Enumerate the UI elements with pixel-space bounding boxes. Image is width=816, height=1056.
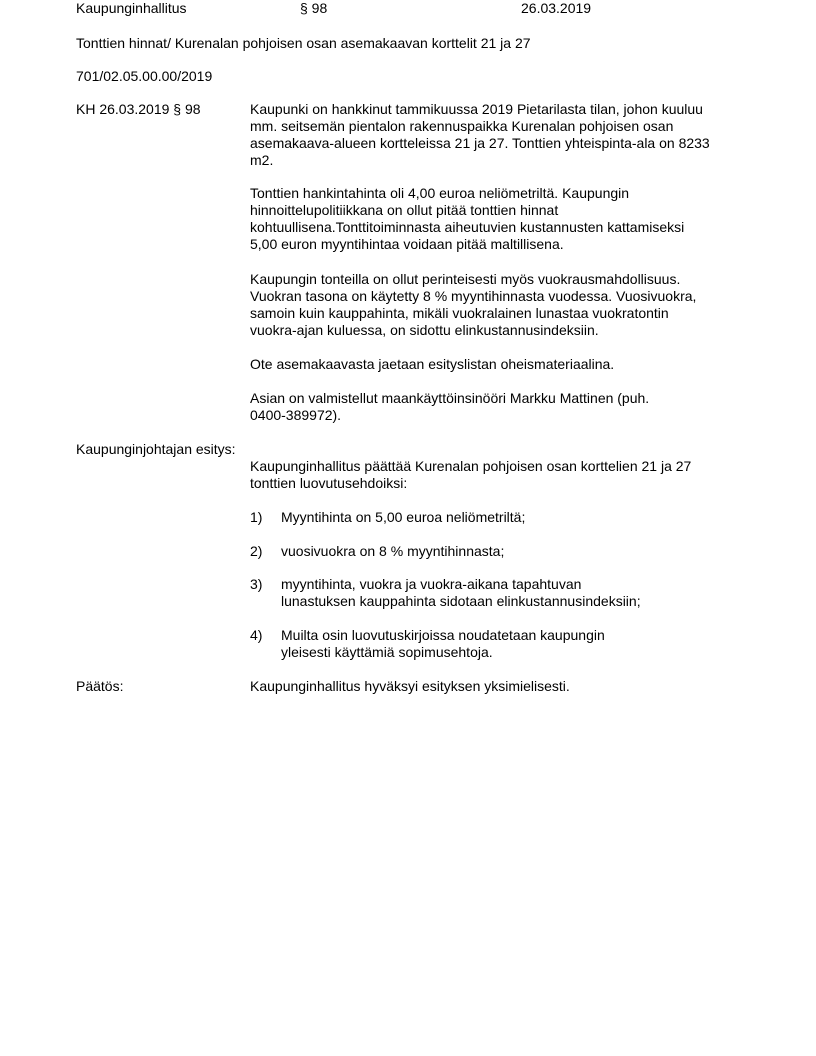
text-line: 5,00 euron myyntihintaa voidaan pitää maltillisena. xyxy=(250,236,564,252)
text-line: Ote asemakaavasta jaetaan esityslistan oheismateriaalina. xyxy=(250,356,615,372)
text-line: vuosivuokra on 8 % myyntihinnasta; xyxy=(281,543,505,559)
text-line: myyntihinta, vuokra ja vuokra-aikana tapahtuvan xyxy=(281,576,582,592)
header-section-number: § 98 xyxy=(300,0,328,16)
text-line: Vuokran tasona on käytetty 8 % myyntihinnasta vuodessa. Vuosivuokra, xyxy=(250,288,697,304)
text-line: m2. xyxy=(250,152,274,168)
text-line: kohtuullisena.Tonttitoiminnasta aiheutuvien kustannusten kattamiseksi xyxy=(250,219,685,235)
text-line: Tonttien hankintahinta oli 4,00 euroa neliömetriltä. Kaupungin xyxy=(250,185,630,201)
text-line: samoin kuin kauppahinta, mikäli vuokralainen lunastaa vuokratontin xyxy=(250,305,669,321)
text-line: vuokra-ajan kuluessa, on sidottu elinkustannusindeksiin. xyxy=(250,322,599,338)
proposal-label: Kaupunginjohtajan esitys: xyxy=(76,441,236,457)
text-line: mm. seitsemän pientalon rakennuspaikka Kurenalan pohjoisen osan xyxy=(250,118,674,134)
text-line: lunastuksen kauppahinta sidotaan elinkustannusindeksiin; xyxy=(281,593,641,609)
list-item-number: 3) xyxy=(250,576,263,592)
text-line: 0400-389972). xyxy=(250,407,342,423)
proposal-intro xyxy=(250,458,740,492)
preparation-paragraph-3 xyxy=(250,271,740,339)
diary-number: 701/02.05.00.00/2019 xyxy=(76,68,213,84)
text-line: Kaupunginhallitus päättää Kurenalan pohjoisen osan korttelien 21 ja 27 xyxy=(250,458,692,474)
preparation-paragraph-1 xyxy=(250,101,740,169)
text-line: Asian on valmistellut maankäyttöinsinööri Markku Mattinen (puh. xyxy=(250,390,650,406)
list-item-text xyxy=(281,509,701,526)
text-line: Muilta osin luovutuskirjoissa noudatetaan kaupungin xyxy=(281,627,605,643)
text-line: asemakaava-alueen kortteleissa 21 ja 27. Tonttien yhteispinta-ala on 8233 xyxy=(250,135,710,151)
text-line: Kaupungin tonteilla on ollut perinteisesti myös vuokrausmahdollisuus. xyxy=(250,271,681,287)
header-body-name: Kaupunginhallitus xyxy=(76,0,187,16)
list-item-number: 1) xyxy=(250,509,263,525)
text-line: yleisesti käyttämiä sopimusehtoja. xyxy=(281,644,493,660)
text-line: hinnoittelupolitiikkana on ollut pitää tonttien hinnat xyxy=(250,202,559,218)
text-line: tonttien luovutusehdoiksi: xyxy=(250,475,408,491)
document-subject: Tonttien hinnat/ Kurenalan pohjoisen osan asemakaavan korttelit 21 ja 27 xyxy=(76,35,531,51)
text-line: Myyntihinta on 5,00 euroa neliömetriltä; xyxy=(281,509,526,525)
list-item-number: 2) xyxy=(250,543,263,559)
preparation-paragraph-4 xyxy=(250,356,740,373)
preparation-paragraph-5 xyxy=(250,390,740,424)
decision-text xyxy=(250,678,740,695)
list-item-text xyxy=(281,543,701,560)
list-item-text xyxy=(281,576,701,610)
text-line: Kaupunki on hankkinut tammikuussa 2019 Pietarilasta tilan, johon kuuluu xyxy=(250,101,703,117)
header-date: 26.03.2019 xyxy=(521,0,592,16)
list-item-number: 4) xyxy=(250,627,263,643)
list-item-text xyxy=(281,627,701,661)
decision-label: Päätös: xyxy=(76,678,124,694)
preparation-paragraph-2 xyxy=(250,185,740,253)
text-line: Kaupunginhallitus hyväksyi esityksen yksimielisesti. xyxy=(250,678,570,694)
meeting-reference: KH 26.03.2019 § 98 xyxy=(76,101,201,117)
